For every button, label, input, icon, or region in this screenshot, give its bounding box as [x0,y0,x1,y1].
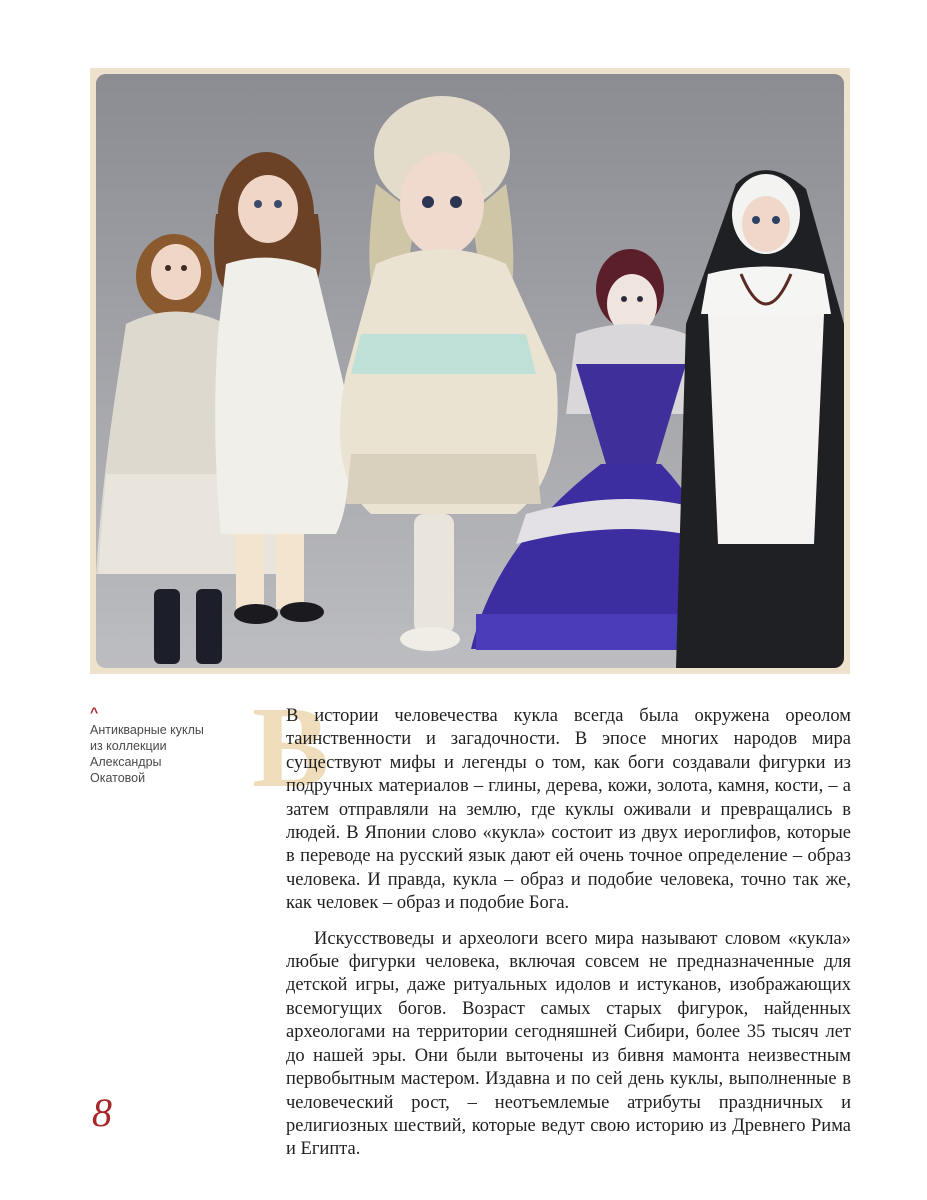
paragraph: В истории человечества кукла всегда была окружена ореолом таинственности и загадочности. В эпосе многих народов мира существуют мифы и легенды о том, как боги создавали фигурки из подручных материалов – глины, дерева, кожи, золота, камня, кости, – а затем отправляли на землю, где куклы оживали и превращались в людей. В Японии слово «кукла» состоит из двух иероглифов, которые в переводе на русский язык дают ей очень точное определение – образ человека. И правда, кукла – образ и подобие человека, точно так же, как человек – образ и подобие Бога. [286,706,851,914]
caption-line: Александры [90,755,162,769]
paragraph: Искусствоведы и археологи всего мира называют словом «кукла» любые фигурки человека, включая совсем не предназначенные для детской игры, даже ритуальных идолов и истуканов, изображающих всемогущих богов. Возраст самых старых фигурок, найденных археологами на территории сегодняшней Сибири, более 35 тысяч лет до нашей эры. Они были выточены из бивня мамонта неизвестным первобытным мастером. Издавна и по сей день куклы, выполненные в человеческий рост, – неотъемлемые атрибуты праздничных и религиозных шествий, которые ведут свою историю из Древнего Рима и Египта. [286,928,851,1160]
photo-caption [90,706,240,786]
caption-line: Антикварные куклы [90,723,204,737]
photo-frame [90,68,850,674]
page-number: 8 [92,1090,112,1135]
caret-up-icon: ^ [90,704,99,720]
dolls-illustration [96,74,844,668]
caption-line: Окатовой [90,771,146,785]
drop-cap: В [252,684,330,812]
article-body [286,705,851,1162]
dolls-photo [96,74,844,668]
caption-line: из коллекции [90,739,167,753]
